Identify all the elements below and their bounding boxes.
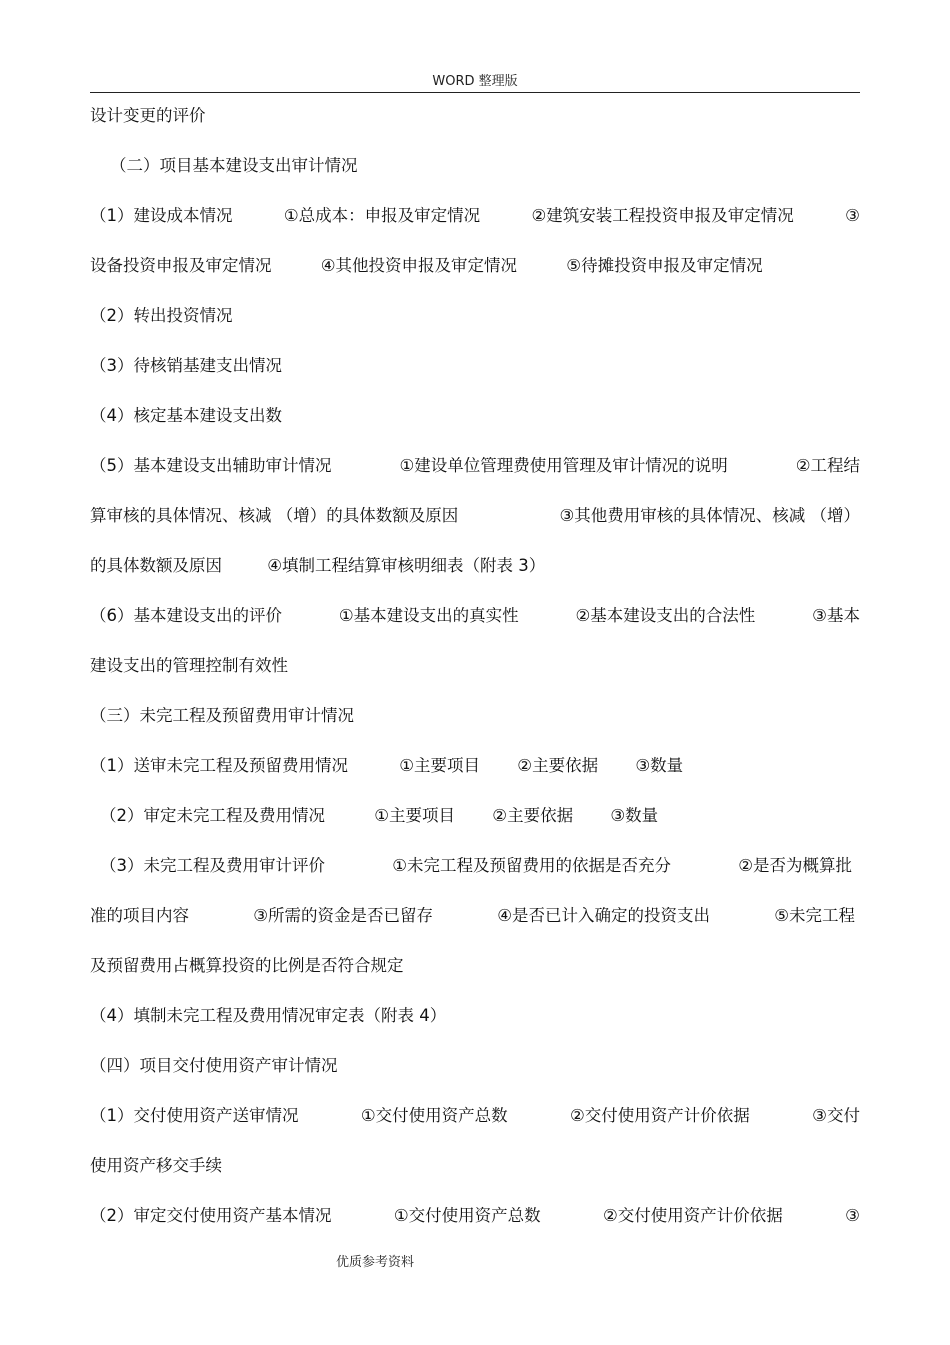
text-line	[90, 455, 860, 477]
text-line	[90, 355, 860, 377]
text-segment: 使用资产移交手续	[90, 1156, 222, 1175]
text-segment: ③	[845, 1206, 860, 1225]
text-line	[90, 755, 860, 777]
text-line	[90, 305, 860, 327]
text-segment: ②工程结	[795, 456, 860, 475]
text-segment: ①主要项目	[374, 806, 456, 825]
text-segment: ①交付使用资产总数	[393, 1206, 541, 1225]
text-segment: ⑤未完工程	[774, 906, 855, 925]
text-segment: ③其他费用审核的具体情况、核减 （增）	[559, 506, 860, 525]
text-segment: ②建筑安装工程投资申报及审定情况	[531, 206, 794, 225]
text-segment: 的具体数额及原因	[90, 556, 222, 575]
text-line	[100, 855, 852, 877]
text-segment: 准的项目内容	[90, 906, 189, 925]
section-heading	[110, 155, 880, 177]
text-line	[90, 505, 860, 527]
text-segment: （四）项目交付使用资产审计情况	[90, 1056, 338, 1075]
text-segment: （2）转出投资情况	[90, 306, 233, 325]
text-line	[90, 405, 860, 427]
text-segment: （4）填制未完工程及费用情况审定表（附表 4）	[90, 1006, 447, 1025]
text-segment: ④是否已计入确定的投资支出	[497, 906, 710, 925]
text-segment: ③数量	[610, 806, 659, 825]
text-segment: （6）基本建设支出的评价	[90, 606, 282, 625]
text-segment: 建设支出的管理控制有效性	[90, 656, 288, 675]
text-segment: （3）待核销基建支出情况	[90, 356, 282, 375]
page-header: WORD 整理版	[432, 74, 518, 89]
text-line	[90, 905, 855, 927]
text-segment: 设备投资申报及审定情况	[90, 256, 272, 275]
text-segment: ①交付使用资产总数	[360, 1106, 508, 1125]
text-segment: ①总成本：申报及审定情况	[283, 206, 481, 225]
text-line	[90, 955, 860, 977]
text-segment: （5）基本建设支出辅助审计情况	[90, 456, 332, 475]
text-line	[90, 255, 860, 277]
text-segment: （1）建设成本情况	[90, 206, 233, 225]
text-segment: ③	[845, 206, 860, 225]
text-segment: ①建设单位管理费使用管理及审计情况的说明	[399, 456, 728, 475]
text-segment: （二）项目基本建设支出审计情况	[110, 156, 358, 175]
text-segment: （3）未完工程及费用审计评价	[100, 856, 325, 875]
text-segment: （三）未完工程及预留费用审计情况	[90, 706, 354, 725]
text-line	[90, 655, 860, 677]
text-segment: ③数量	[635, 756, 684, 775]
text-segment: （1）送审未完工程及预留费用情况	[90, 756, 348, 775]
text-segment: ⑤待摊投资申报及审定情况	[566, 256, 763, 275]
text-segment: （2）审定交付使用资产基本情况	[90, 1206, 332, 1225]
text-segment: ①未完工程及预留费用的依据是否充分	[392, 856, 671, 875]
text-segment: ②基本建设支出的合法性	[575, 606, 756, 625]
text-segment: ①基本建设支出的真实性	[338, 606, 519, 625]
text-segment: ①主要项目	[399, 756, 481, 775]
text-line	[90, 205, 860, 227]
text-segment: ②是否为概算批	[738, 856, 852, 875]
text-segment: ④其他投资申报及审定情况	[320, 256, 518, 275]
text-line	[90, 1205, 860, 1227]
header-divider	[90, 92, 860, 93]
text-segment: ②交付使用资产计价依据	[603, 1206, 783, 1225]
text-segment: ③所需的资金是否已留存	[253, 906, 433, 925]
text-segment: ②主要依据	[517, 756, 599, 775]
text-line	[100, 805, 870, 827]
text-line	[90, 605, 860, 627]
text-segment: （1）交付使用资产送审情况	[90, 1106, 299, 1125]
section-heading	[90, 1055, 860, 1077]
text-segment: 及预留费用占概算投资的比例是否符合规定	[90, 956, 404, 975]
text-line	[90, 555, 860, 577]
section-heading	[90, 705, 860, 727]
text-segment: ③基本	[812, 606, 860, 625]
text-segment: （4）核定基本建设支出数	[90, 406, 282, 425]
text-line	[90, 105, 860, 127]
text-segment: ③交付	[812, 1106, 860, 1125]
text-segment: 算审核的具体情况、核减 （增）的具体数额及原因	[90, 506, 459, 525]
text-line	[90, 1005, 860, 1027]
text-line	[90, 1155, 860, 1177]
text-segment: ②主要依据	[492, 806, 574, 825]
page-footer: 优质参考资料	[335, 1255, 414, 1270]
text-segment: ④填制工程结算审核明细表（附表 3）	[267, 556, 546, 575]
text-segment: （2）审定未完工程及费用情况	[100, 806, 325, 825]
text-segment: 设计变更的评价	[90, 106, 206, 125]
text-line	[90, 1105, 860, 1127]
text-segment: ②交付使用资产计价依据	[570, 1106, 750, 1125]
